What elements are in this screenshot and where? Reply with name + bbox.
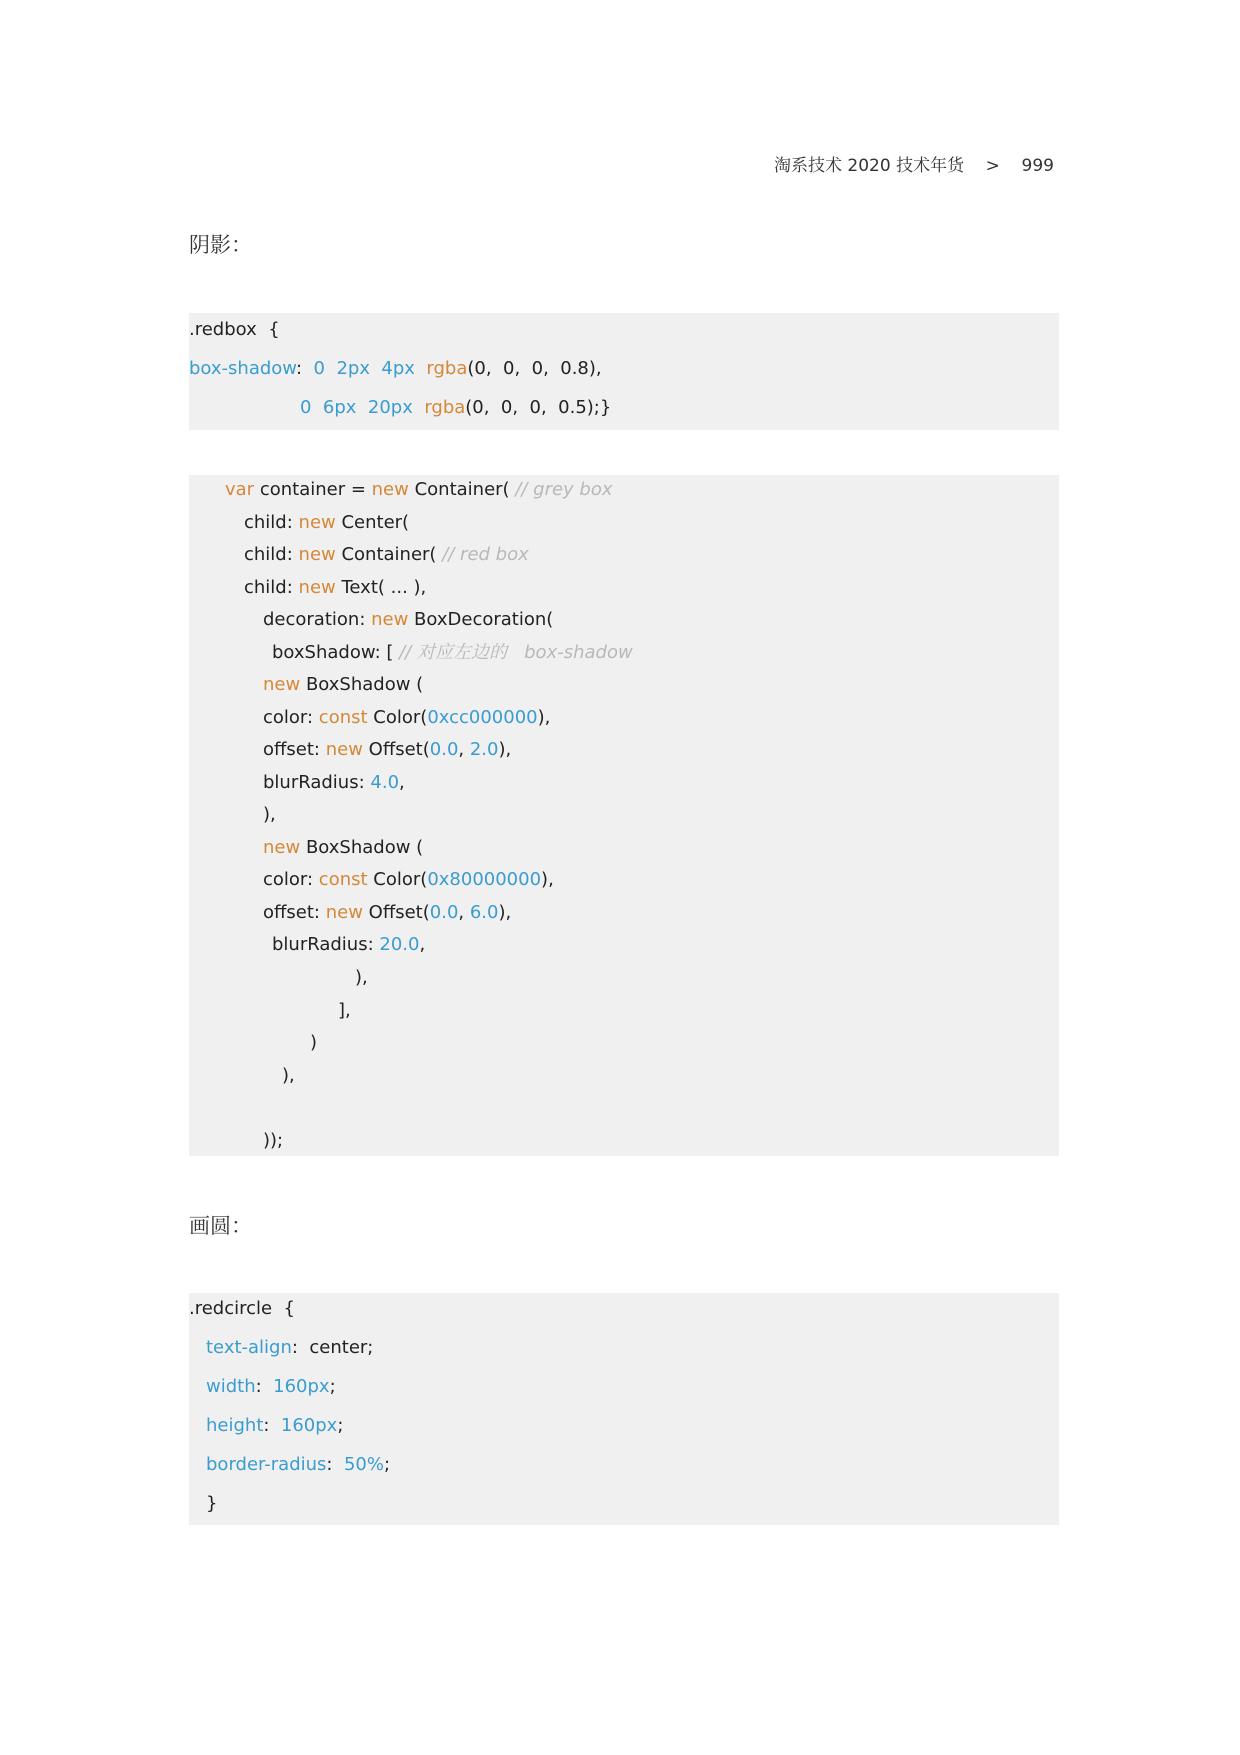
code-token: offset: <box>263 739 326 760</box>
code-token: blurRadius: <box>272 934 380 955</box>
code-line <box>189 1297 295 1321</box>
code-token: ), <box>498 739 512 760</box>
code-line <box>272 933 425 957</box>
code-line <box>206 1492 217 1516</box>
code-token: // red box <box>442 544 529 565</box>
code-line <box>244 511 409 535</box>
code-token: ), <box>263 804 276 825</box>
code-token: box-shadow <box>189 358 297 379</box>
code-block-redcircle-css <box>189 1293 1059 1525</box>
code-line <box>355 966 368 990</box>
code-token: child: <box>244 544 299 565</box>
code-block-redbox-css <box>189 313 1059 430</box>
code-token: 0xcc000000 <box>427 707 538 728</box>
code-token: .redbox { <box>189 319 280 340</box>
code-token: const <box>318 707 368 728</box>
code-token: Center( <box>335 512 410 533</box>
code-token <box>413 397 424 418</box>
code-token: child: <box>244 577 299 598</box>
code-token: ) <box>310 1032 318 1053</box>
code-token: ; <box>383 1454 391 1475</box>
code-token: .redcircle { <box>189 1298 295 1319</box>
code-token: // 对应左边的 box-shadow <box>399 642 633 663</box>
code-token: ], <box>338 1000 351 1021</box>
code-line <box>263 1129 283 1153</box>
code-line <box>338 999 351 1023</box>
code-token: border-radius <box>206 1454 327 1475</box>
code-token: Offset( <box>362 739 430 760</box>
code-token: Container( <box>335 544 443 565</box>
code-token: decoration: <box>263 609 372 630</box>
code-token: child: <box>244 512 299 533</box>
code-token: 20.0 <box>379 934 420 955</box>
code-token: new <box>263 674 301 695</box>
code-token: width <box>206 1376 256 1397</box>
code-token <box>415 358 426 379</box>
code-token: color: <box>263 707 319 728</box>
code-token: : center; <box>291 1337 374 1358</box>
code-token: ; <box>329 1376 336 1397</box>
code-token: new <box>325 902 363 923</box>
code-line <box>282 1064 295 1088</box>
code-token: const <box>318 869 368 890</box>
code-token: Container( <box>408 479 516 500</box>
code-block-flutter-shadow <box>189 475 1059 1156</box>
code-line <box>300 396 611 420</box>
code-token: 0 2px 4px <box>313 358 415 379</box>
code-token: (0, 0, 0, 0.8), <box>467 358 602 379</box>
code-token: boxShadow: [ <box>272 642 400 663</box>
code-line <box>244 576 426 600</box>
code-token: ), <box>355 967 368 988</box>
code-token: 160px <box>273 1376 330 1397</box>
code-token: offset: <box>263 902 326 923</box>
code-token: } <box>206 1493 218 1514</box>
code-token: 50% <box>343 1454 384 1475</box>
code-line <box>310 1031 317 1055</box>
code-token: : <box>263 1415 281 1436</box>
code-token: new <box>298 512 336 533</box>
code-token: BoxShadow ( <box>300 674 424 695</box>
code-token: new <box>371 479 409 500</box>
code-token: blurRadius: <box>263 772 371 793</box>
code-token: 0 6px 20px <box>300 397 413 418</box>
code-token: ), <box>541 869 554 890</box>
code-token: : <box>296 358 314 379</box>
section-heading-circle: 画圆： <box>189 1214 252 1238</box>
code-line <box>206 1453 390 1477</box>
code-token: Offset( <box>362 902 430 923</box>
code-token: // grey box <box>515 479 613 500</box>
code-token: Color( <box>367 707 428 728</box>
code-token: ), <box>282 1065 295 1086</box>
code-token: new <box>263 837 301 858</box>
code-token: ; <box>337 1415 344 1436</box>
code-token: 160px <box>280 1415 338 1436</box>
code-token: 6.0 <box>469 902 499 923</box>
code-token: , <box>458 902 470 923</box>
code-token: new <box>298 544 336 565</box>
code-token: 2.0 <box>469 739 499 760</box>
code-line <box>263 868 554 892</box>
code-line <box>206 1414 343 1438</box>
code-line <box>263 836 423 860</box>
code-token: text-align <box>206 1337 292 1358</box>
section-heading-shadow: 阴影： <box>189 233 252 257</box>
code-line <box>263 673 423 697</box>
code-token: 4.0 <box>370 772 400 793</box>
code-line <box>263 608 553 632</box>
code-line <box>263 738 511 762</box>
code-token: BoxDecoration( <box>408 609 554 630</box>
code-token: ), <box>498 902 512 923</box>
code-token: BoxShadow ( <box>300 837 424 858</box>
code-token: (0, 0, 0, 0.5);} <box>465 397 612 418</box>
code-line <box>263 901 511 925</box>
code-token: new <box>325 739 363 760</box>
code-line <box>263 771 405 795</box>
code-line <box>272 641 633 665</box>
code-token: , <box>399 772 405 793</box>
code-token: rgba <box>426 358 468 379</box>
code-token: var <box>225 479 255 500</box>
page-header: 淘系技术 2020 技术年货 > 999 <box>774 156 1054 176</box>
code-line <box>206 1375 336 1399</box>
code-token: container = <box>254 479 372 500</box>
code-token: , <box>458 739 470 760</box>
code-line <box>244 543 529 567</box>
code-line <box>263 706 550 730</box>
code-token: : <box>255 1376 274 1397</box>
code-token: 0.0 <box>429 739 459 760</box>
code-token: , <box>419 934 426 955</box>
code-token: Text( ... ), <box>335 577 427 598</box>
code-token: rgba <box>424 397 466 418</box>
code-line <box>206 1336 373 1360</box>
code-token: 0x80000000 <box>427 869 542 890</box>
code-token: new <box>371 609 409 630</box>
code-token: ), <box>537 707 551 728</box>
code-token: color: <box>263 869 319 890</box>
code-token: 0.0 <box>429 902 459 923</box>
code-line <box>225 478 613 502</box>
code-token: Color( <box>367 869 428 890</box>
code-token: height <box>206 1415 264 1436</box>
code-line <box>263 803 276 827</box>
code-token: : <box>326 1454 344 1475</box>
code-token: )); <box>263 1130 284 1151</box>
code-line <box>189 357 602 381</box>
code-line <box>189 318 280 342</box>
code-token: new <box>298 577 336 598</box>
